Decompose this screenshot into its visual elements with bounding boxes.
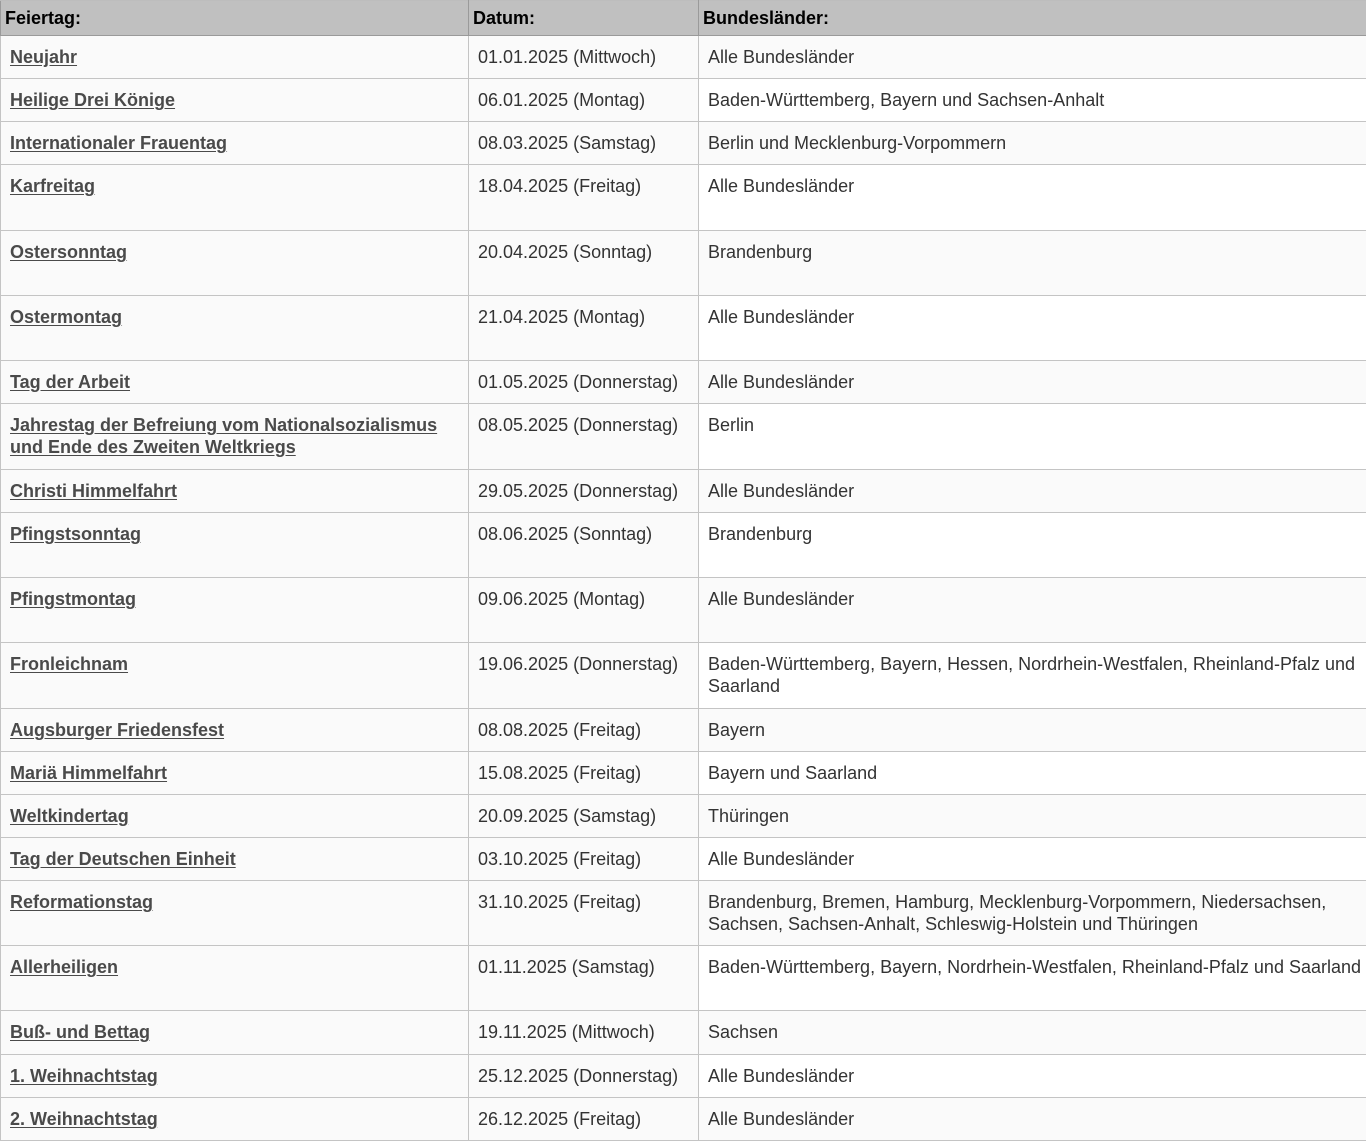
holiday-states: Alle Bundesländer	[699, 361, 1366, 404]
header-row	[1, 1, 1366, 36]
holiday-link[interactable]: Karfreitag	[10, 176, 96, 196]
holiday-date: 18.04.2025 (Freitag)	[469, 165, 699, 231]
holiday-name-cell	[1, 36, 469, 79]
holiday-name-cell	[1, 1098, 469, 1141]
holiday-name-cell	[1, 470, 469, 513]
table-row	[1, 513, 1366, 578]
holiday-date: 06.01.2025 (Montag)	[469, 79, 699, 122]
holiday-states: Bayern und Saarland	[699, 752, 1366, 795]
holiday-link[interactable]: Weltkindertag	[10, 806, 129, 826]
table-row	[1, 122, 1366, 165]
holiday-link[interactable]: Ostermontag	[10, 307, 123, 327]
header-date: Datum:	[469, 1, 699, 36]
holiday-link[interactable]: Buß- und Bettag	[10, 1022, 150, 1042]
holiday-link[interactable]: Internationaler Frauentag	[10, 133, 228, 153]
table-row	[1, 643, 1366, 709]
holiday-date: 01.11.2025 (Samstag)	[469, 946, 699, 1011]
holiday-name-cell	[1, 513, 469, 578]
holiday-link[interactable]: Fronleichnam	[10, 654, 129, 674]
holiday-states: Alle Bundesländer	[699, 296, 1366, 361]
table-row	[1, 404, 1366, 470]
holiday-name-cell	[1, 795, 469, 838]
holiday-name-cell	[1, 838, 469, 881]
holiday-date: 20.04.2025 (Sonntag)	[469, 231, 699, 296]
holiday-date: 08.03.2025 (Samstag)	[469, 122, 699, 165]
holiday-states: Alle Bundesländer	[699, 838, 1366, 881]
holiday-date: 09.06.2025 (Montag)	[469, 578, 699, 643]
holiday-states: Brandenburg	[699, 231, 1366, 296]
holiday-date: 08.08.2025 (Freitag)	[469, 709, 699, 752]
holiday-states: Alle Bundesländer	[699, 578, 1366, 643]
holiday-states: Baden-Württemberg, Bayern, Hessen, Nordrhein-Westfalen, Rheinland-Pfalz und Saarland	[699, 643, 1366, 709]
table-row	[1, 881, 1366, 946]
header-states: Bundesländer:	[699, 1, 1366, 36]
holiday-date: 08.06.2025 (Sonntag)	[469, 513, 699, 578]
table-row	[1, 470, 1366, 513]
holiday-name-cell	[1, 1055, 469, 1098]
holiday-link[interactable]: Augsburger Friedensfest	[10, 720, 225, 740]
holiday-link[interactable]: 2. Weihnachtstag	[10, 1109, 158, 1129]
holiday-link[interactable]: Mariä Himmelfahrt	[10, 763, 168, 783]
table-header	[1, 1, 1366, 36]
holiday-name-cell	[1, 165, 469, 231]
holiday-date: 26.12.2025 (Freitag)	[469, 1098, 699, 1141]
table-row	[1, 1055, 1366, 1098]
table-row	[1, 296, 1366, 361]
holiday-date: 19.06.2025 (Donnerstag)	[469, 643, 699, 709]
holiday-states: Alle Bundesländer	[699, 36, 1366, 79]
holiday-name-cell	[1, 296, 469, 361]
table-row	[1, 79, 1366, 122]
holiday-link[interactable]: Reformationstag	[10, 892, 154, 912]
holiday-date: 08.05.2025 (Donnerstag)	[469, 404, 699, 470]
holiday-states: Alle Bundesländer	[699, 165, 1366, 231]
table-row	[1, 165, 1366, 231]
holiday-name-cell	[1, 709, 469, 752]
holiday-date: 20.09.2025 (Samstag)	[469, 795, 699, 838]
holiday-name-cell	[1, 404, 469, 470]
holiday-states: Alle Bundesländer	[699, 1098, 1366, 1141]
holiday-link[interactable]: Jahrestag der Befreiung vom Nationalsozialismus und Ende des Zweiten Weltkriegs	[10, 415, 438, 457]
holiday-states: Alle Bundesländer	[699, 1055, 1366, 1098]
holiday-link[interactable]: Tag der Deutschen Einheit	[10, 849, 236, 869]
holiday-date: 25.12.2025 (Donnerstag)	[469, 1055, 699, 1098]
table-row	[1, 752, 1366, 795]
holiday-states: Berlin und Mecklenburg-Vorpommern	[699, 122, 1366, 165]
holiday-states: Brandenburg	[699, 513, 1366, 578]
holiday-link[interactable]: Allerheiligen	[10, 957, 119, 977]
holiday-name-cell	[1, 643, 469, 709]
holiday-name-cell	[1, 122, 469, 165]
holiday-link[interactable]: Tag der Arbeit	[10, 372, 131, 392]
holiday-name-cell	[1, 881, 469, 946]
table-row	[1, 361, 1366, 404]
holiday-date: 01.05.2025 (Donnerstag)	[469, 361, 699, 404]
holiday-states: Sachsen	[699, 1011, 1366, 1055]
holiday-name-cell	[1, 1011, 469, 1055]
table-row	[1, 1098, 1366, 1141]
holiday-name-cell	[1, 361, 469, 404]
holiday-link[interactable]: Neujahr	[10, 47, 78, 67]
holiday-link[interactable]: Heilige Drei Könige	[10, 90, 176, 110]
table-row	[1, 231, 1366, 296]
holiday-link[interactable]: Ostersonntag	[10, 242, 128, 262]
holiday-name-cell	[1, 79, 469, 122]
holiday-date: 21.04.2025 (Montag)	[469, 296, 699, 361]
holiday-date: 03.10.2025 (Freitag)	[469, 838, 699, 881]
holiday-date: 19.11.2025 (Mittwoch)	[469, 1011, 699, 1055]
table-row	[1, 946, 1366, 1011]
holiday-date: 15.08.2025 (Freitag)	[469, 752, 699, 795]
holiday-link[interactable]: Christi Himmelfahrt	[10, 481, 178, 501]
holiday-states: Baden-Württemberg, Bayern, Nordrhein-Westfalen, Rheinland-Pfalz und Saarland	[699, 946, 1366, 1011]
holiday-name-cell	[1, 946, 469, 1011]
holiday-link[interactable]: Pfingstmontag	[10, 589, 136, 609]
holiday-link[interactable]: Pfingstsonntag	[10, 524, 141, 544]
holiday-date: 29.05.2025 (Donnerstag)	[469, 470, 699, 513]
table-row	[1, 578, 1366, 643]
holiday-states: Thüringen	[699, 795, 1366, 838]
holiday-date: 31.10.2025 (Freitag)	[469, 881, 699, 946]
table-row	[1, 795, 1366, 838]
holiday-states: Alle Bundesländer	[699, 470, 1366, 513]
holiday-states: Baden-Württemberg, Bayern und Sachsen-Anhalt	[699, 79, 1366, 122]
holiday-name-cell	[1, 231, 469, 296]
holiday-name-cell	[1, 752, 469, 795]
holiday-link[interactable]: 1. Weihnachtstag	[10, 1066, 158, 1086]
table-row	[1, 709, 1366, 752]
table-body	[1, 36, 1366, 1141]
table-row	[1, 36, 1366, 79]
holiday-date: 01.01.2025 (Mittwoch)	[469, 36, 699, 79]
holiday-states: Bayern	[699, 709, 1366, 752]
holiday-states: Berlin	[699, 404, 1366, 470]
table-row	[1, 838, 1366, 881]
header-holiday: Feiertag:	[1, 1, 469, 36]
holiday-states: Brandenburg, Bremen, Hamburg, Mecklenburg-Vorpommern, Niedersachsen, Sachsen, Sachsen-Anhalt, Schleswig-Holstein und Thüringen	[699, 881, 1366, 946]
table-row	[1, 1011, 1366, 1055]
holiday-name-cell	[1, 578, 469, 643]
